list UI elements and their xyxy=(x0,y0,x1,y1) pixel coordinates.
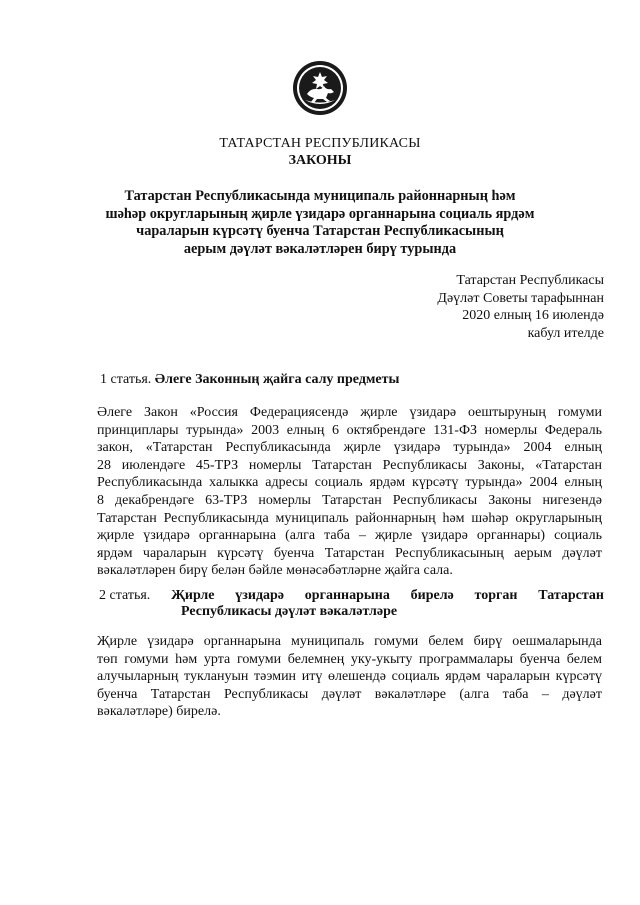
paragraph-line: 28 июлендәге 45-ТРЗ номерлы Татарстан Республикасы Законы, «Татарстан xyxy=(97,457,602,473)
paragraph-line: закон, «Татарстан Республикасында җирле үзидарә турында» 2004 елның xyxy=(97,440,602,456)
paragraph-line: вәкаләтләрен бирү белән бәйле мөнәсәбәтләрне җайга сала. xyxy=(97,563,453,579)
paragraph-line: ярдәм чараларын күрсәтү буенча Татарстан Республикасының аерым дәүләт xyxy=(97,545,602,561)
law-title-line: аерым дәүләт вәкаләтләрен бирү турында xyxy=(183,240,457,257)
paragraph-line: Татарстан Республикасында муниципаль районнарның һәм шәһәр округларының xyxy=(97,510,602,526)
article-2-title-word: бирелә xyxy=(410,588,454,603)
adoption-note xyxy=(437,272,604,342)
paragraph-line: принциплары турында» 2003 елның 6 октябрендәге 131-ФЗ номерлы Федераль xyxy=(97,422,602,438)
law-title-line: шәһәр округларының җирле үзидарә органнарына социаль ярдәм xyxy=(105,205,535,222)
article-1-heading xyxy=(100,372,399,388)
law-title-line: чараларын күрсәтү буенча Татарстан Республикасының xyxy=(136,223,504,239)
paragraph-line: Әлеге Закон «Россия Федерациясендә җирле үзидарә оештыруның гомуми xyxy=(97,405,602,420)
adoption-note-line: Татарстан Республикасы xyxy=(456,273,604,288)
paragraph-line: Җирле үзидарә органнарына муниципаль гомуми белем бирү оешмаларында xyxy=(97,634,602,649)
tatarstan-coat-of-arms-icon xyxy=(292,60,348,116)
article-2-number: 2 статья. xyxy=(99,588,151,603)
article-1-number: 1 статья. xyxy=(100,372,152,387)
article-2-heading xyxy=(99,588,604,620)
law-heading: ЗАКОНЫ xyxy=(288,153,352,168)
article-2-title-word: үзидарә xyxy=(235,588,285,603)
article-2-title-word: Җирле xyxy=(171,588,215,603)
article-2-title-word: органнарына xyxy=(304,588,390,603)
paragraph-line: Республикасында халыкка адресы социаль ярдәм күрсәтү турында» 2004 елның xyxy=(97,475,602,491)
adoption-note-line: кабул ителде xyxy=(527,325,604,341)
paragraph-line: төп гомуми һәм урта гомуми белемнең уку-укыту программалары буенча белем xyxy=(97,651,602,667)
article-2-title-line2: Республикасы дәүләт вәкаләтләре xyxy=(181,604,398,619)
republic-heading: ТАТАРСТАН РЕСПУБЛИКАСЫ xyxy=(219,136,421,151)
adoption-note-line: Дәүләт Советы тарафыннан xyxy=(437,290,604,306)
paragraph-line: җирле үзидарә органнарына (алга таба – җирле үзидарә органнары) социаль xyxy=(97,528,602,544)
paragraph-line: буенча Татарстан Республикасы дәүләт вәкаләтләре (алга таба – дәүләт xyxy=(97,686,602,702)
article-1-title: Әлеге Законның җайга салу предметы xyxy=(154,372,400,387)
paragraph-line: 8 декабрендәге 63-ТРЗ номерлы Татарстан Республикасы Законы нигезендә xyxy=(97,492,602,508)
article-2-title-word: Татарстан xyxy=(538,588,604,603)
article-2-paragraph xyxy=(97,633,602,721)
paragraph-line: вәкаләтләре) бирелә. xyxy=(97,704,221,720)
article-2-title-word: торган xyxy=(474,588,518,603)
law-title-line: Татарстан Республикасында муниципаль районнарның һәм xyxy=(124,188,516,204)
law-title xyxy=(60,188,580,258)
paragraph-line: алучыларның туклануын тәэмин итү өлешендә социаль ярдәм чараларын күрсәтү xyxy=(97,669,602,685)
adoption-note-line: 2020 елның 16 июлендә xyxy=(462,308,604,323)
article-1-paragraph xyxy=(97,404,602,580)
article-2-heading-line xyxy=(99,588,604,604)
